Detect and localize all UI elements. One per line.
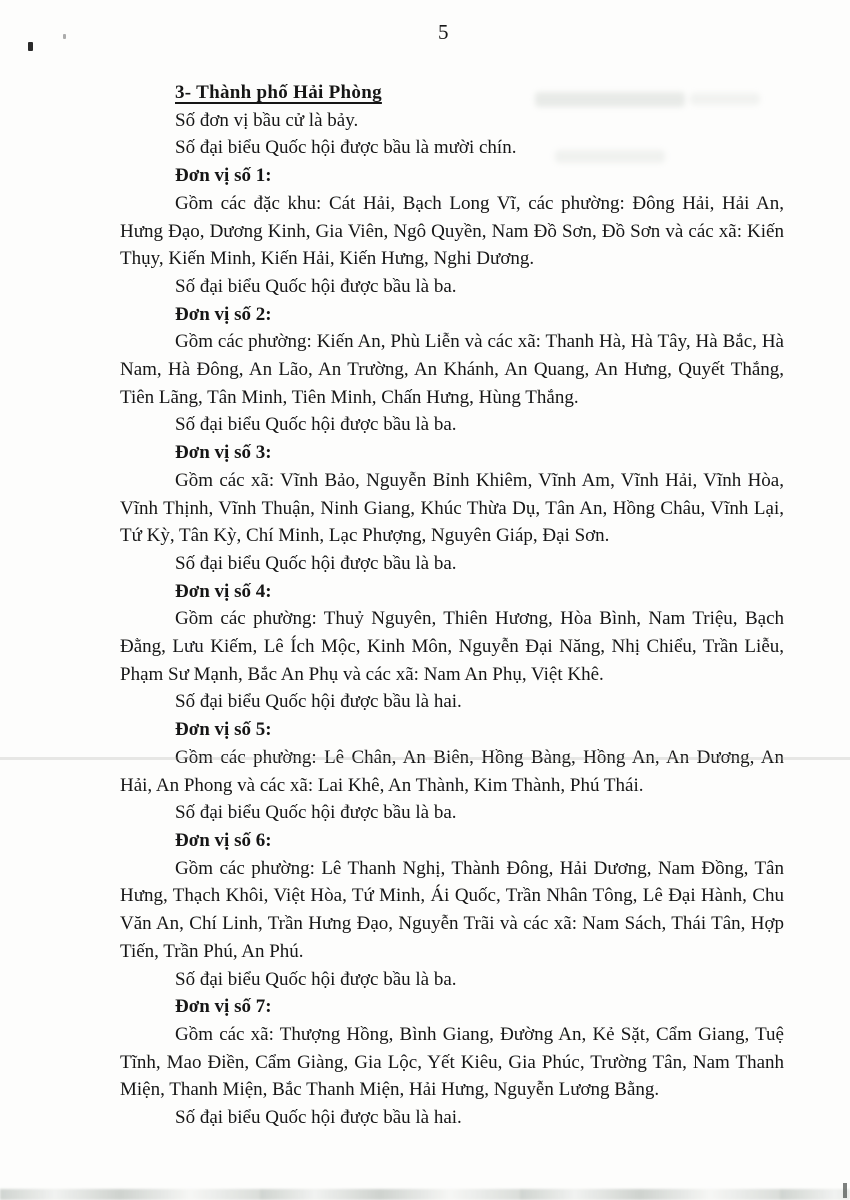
intro-line-units-count: Số đơn vị bầu cử là bảy. <box>175 109 359 131</box>
unit-7-heading: Đơn vị số 7: <box>175 996 272 1018</box>
unit-2-heading: Đơn vị số 2: <box>175 303 272 325</box>
unit-5-body: Gồm các phường: Lê Chân, An Biên, Hồng Bàng, Hồng An, An Dương, An Hải, An Phong và các xã: Lai Khê, An Thành, Kim Thành, Phú Thái. <box>120 746 784 796</box>
unit-5-deputies-line: Số đại biểu Quốc hội được bầu là ba. <box>175 802 457 824</box>
ink-bleedthrough-artifact <box>535 92 685 107</box>
page-number: 5 <box>438 20 449 44</box>
unit-6-deputies-line: Số đại biểu Quốc hội được bầu là ba. <box>175 968 457 990</box>
unit-1-deputies-line: Số đại biểu Quốc hội được bầu là ba. <box>175 275 457 297</box>
document-content <box>120 79 784 1132</box>
unit-3-deputies-line: Số đại biểu Quốc hội được bầu là ba. <box>175 552 457 574</box>
unit-3-heading: Đơn vị số 3: <box>175 442 272 464</box>
unit-2-deputies-line: Số đại biểu Quốc hội được bầu là ba. <box>175 414 457 436</box>
unit-4-deputies-line: Số đại biểu Quốc hội được bầu là hai. <box>175 691 462 713</box>
unit-6-heading: Đơn vị số 6: <box>175 829 272 851</box>
unit-5-heading: Đơn vị số 5: <box>175 719 272 741</box>
unit-2-body: Gồm các phường: Kiến An, Phù Liễn và các xã: Thanh Hà, Hà Tây, Hà Bắc, Hà Nam, Hà Đông, An Lão, An Trường, An Khánh, An Quang, An Hưng, Quyết Thắng, Tiên Lãng, Tân Minh, Tiên Minh, Chấn Hưng, Hùng Thắng. <box>120 331 784 408</box>
unit-7-body: Gồm các xã: Thượng Hồng, Bình Giang, Đường An, Kẻ Sặt, Cẩm Giang, Tuệ Tĩnh, Mao Điền, Cẩm Giàng, Gia Lộc, Yết Kiêu, Gia Phúc, Trường Tân, Nam Thanh Miện, Thanh Miện, Bắc Thanh Miện, Hải Hưng, Nguyễn Lương Bằng. <box>120 1023 784 1101</box>
ink-bleedthrough-artifact <box>690 93 760 105</box>
unit-1-body: Gồm các đặc khu: Cát Hải, Bạch Long Vĩ, các phường: Đông Hải, Hải An, Hưng Đạo, Dương Kinh, Gia Viên, Ngô Quyền, Nam Đồ Sơn, Đồ Sơn và các xã: Kiến Thụy, Kiến Minh, Kiến Hải, Kiến Hưng, Nghi Dương. <box>120 192 784 270</box>
unit-7-deputies-line: Số đại biểu Quốc hội được bầu là hai. <box>175 1107 462 1129</box>
scan-edge-mark <box>843 1183 847 1198</box>
scan-speck-artifact <box>63 34 66 39</box>
ink-bleedthrough-artifact <box>555 150 665 163</box>
unit-4-body: Gồm các phường: Thuỷ Nguyên, Thiên Hương, Hòa Bình, Nam Triệu, Bạch Đằng, Lưu Kiếm, Lê Ích Mộc, Kinh Môn, Nguyễn Đại Năng, Nhị Chiểu, Trần Liễu, Phạm Sư Mạnh, Bắc An Phụ và các xã: Nam An Phụ, Việt Khê. <box>120 608 784 685</box>
unit-3-body: Gồm các xã: Vĩnh Bảo, Nguyễn Bỉnh Khiêm, Vĩnh Am, Vĩnh Hải, Vĩnh Hòa, Vĩnh Thịnh, Vĩnh Thuận, Ninh Giang, Khúc Thừa Dụ, Tân An, Hồng Châu, Vĩnh Lại, Tứ Kỳ, Tân Kỳ, Chí Minh, Lạc Phượng, Nguyên Giáp, Đại Sơn. <box>120 469 784 547</box>
unit-4-heading: Đơn vị số 4: <box>175 580 272 602</box>
unit-6-body: Gồm các phường: Lê Thanh Nghị, Thành Đông, Hải Dương, Nam Đồng, Tân Hưng, Thạch Khôi, Việt Hòa, Tứ Minh, Ái Quốc, Trần Nhân Tông, Lê Đại Hành, Chu Văn An, Chí Linh, Trần Hưng Đạo, Nguyễn Trãi và các xã: Nam Sách, Thái Tân, Hợp Tiến, Trần Phú, An Phú. <box>120 857 784 962</box>
scan-speck-artifact <box>28 42 33 51</box>
section-heading-text: 3- Thành phố Hải Phòng <box>175 82 382 103</box>
unit-1-heading: Đơn vị số 1: <box>175 165 272 187</box>
intro-line-deputies-total: Số đại biểu Quốc hội được bầu là mười chín. <box>175 137 517 159</box>
scan-edge-shadow <box>0 1189 850 1200</box>
scan-line-artifact <box>0 757 850 760</box>
